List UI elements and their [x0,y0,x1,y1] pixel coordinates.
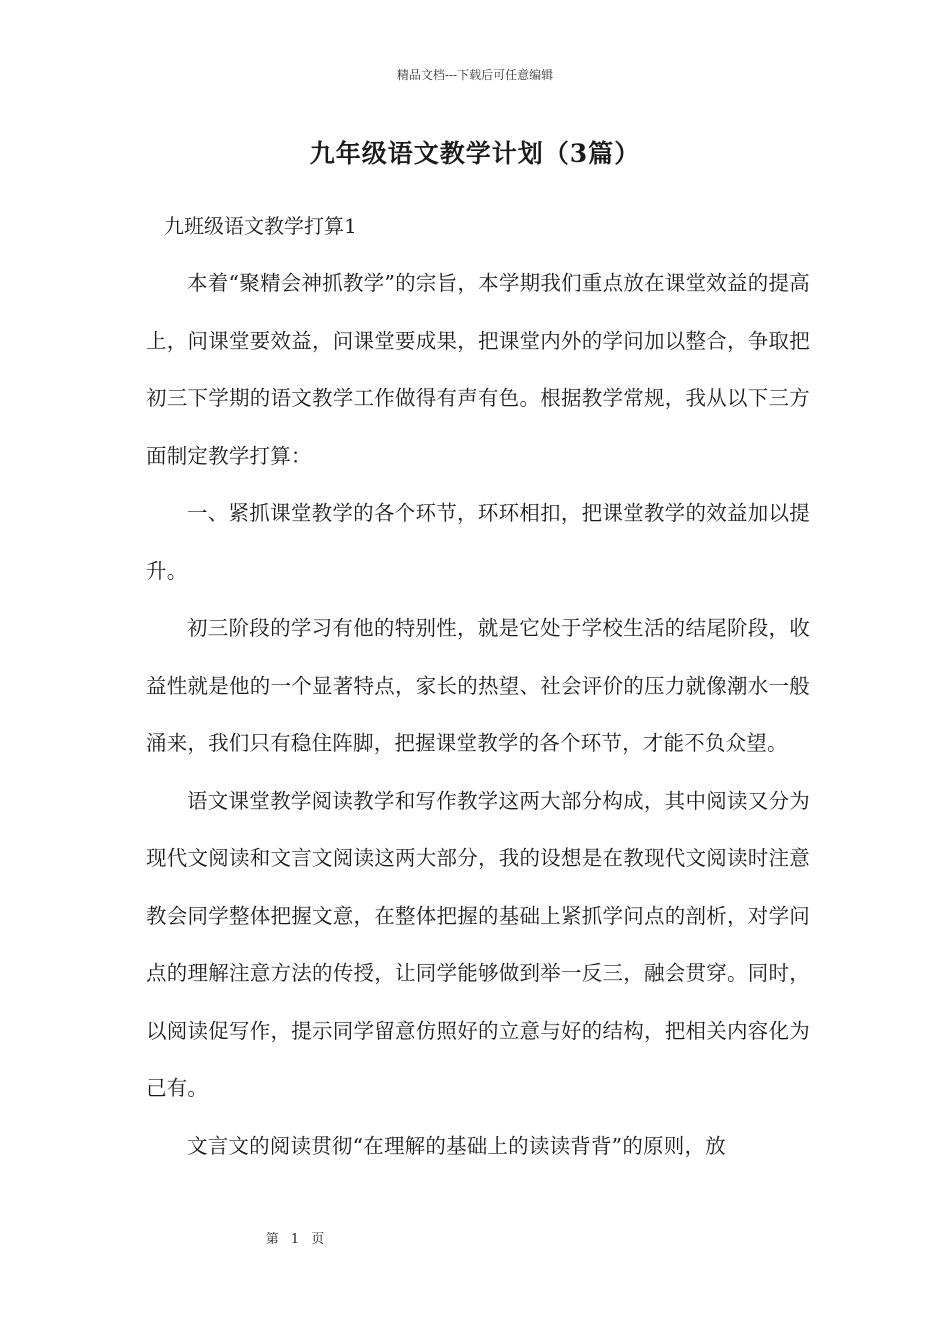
document-body [146,255,810,1175]
paragraph: 文言文的阅读贯彻“在理解的基础上的读读背背”的原则，放 [187,1133,726,1158]
footer-prefix: 第 [265,1232,279,1247]
paragraph: 一、紧抓课堂教学的各个环节，环环相扣，把课堂教学的效益加以提升。 [146,501,810,583]
page-footer [0,1228,770,1247]
paragraph: 语文课堂教学阅读教学和写作教学这两大部分构成，其中阅读又分为现代文阅读和文言文阅读这两大部分，我的设想是在教现代文阅读时注意教会同学整体把握文意，在整体把握的基础上紧抓学问点的剖析，对学问点的理解注意方法的传授，让同学能够做到举一反三，融会贯穿。同时，以阅读促写作，提示同学留意仿照好的立意与好的结构，把相关内容化为己有。 [146,788,810,1100]
page-header: 精品文档---下载后可任意编辑 [396,68,554,82]
document-title: 九年级语文教学计划（3篇） [309,139,641,168]
document-subtitle: 九班级语文教学打算1 [164,214,357,238]
footer-suffix: 页 [311,1232,325,1247]
paragraph: 本着“聚精会神抓教学”的宗旨，本学期我们重点放在课堂效益的提高上，问课堂要效益，问课堂要成果，把课堂内外的学问加以整合，争取把初三下学期的语文教学工作做得有声有色。根据教学常规，我从以下三方面制定教学打算： [146,271,810,468]
page-number: 1 [290,1232,300,1247]
paragraph: 初三阶段的学习有他的特别性，就是它处于学校生活的结尾阶段，收益性就是他的一个显著特点，家长的热望、社会评价的压力就像潮水一般涌来，我们只有稳住阵脚，把握课堂教学的各个环节，才能不负众望。 [146,616,810,755]
